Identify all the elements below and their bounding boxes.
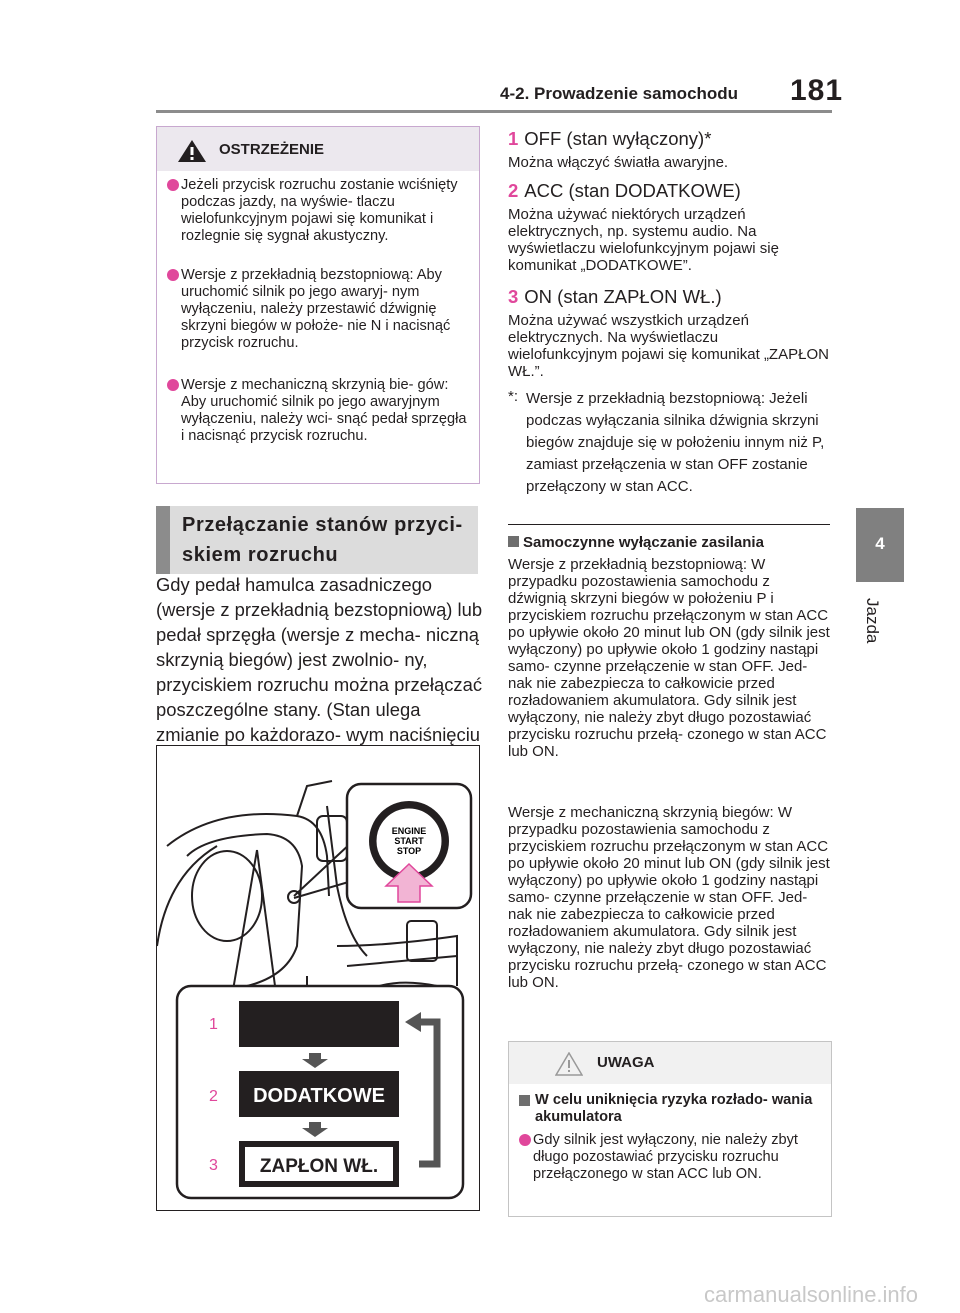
heading-line: skiem rozruchu (182, 544, 339, 566)
chapter-number: 4 (875, 534, 885, 553)
page-number: 181 (790, 74, 844, 107)
note-box (508, 1041, 832, 1217)
footnote: *: Wersje z przekładnią bezstopniową: Jeżeli podczas wyłączania silnika dźwignia skrzyni biegów znajduje się w położeniu innym niż P, zamiast przełączenia w stan OFF zostanie przełączony w stan ACC. (508, 388, 825, 495)
state-number: 1 (209, 1016, 218, 1033)
state-number: 3 (209, 1157, 218, 1174)
warning-box (156, 126, 480, 484)
section-heading (156, 506, 478, 574)
note-item: Gdy silnik jest wyłączony, nie należy zbyt długo pozostawiać przycisku rozruchu przełączonego w stan ACC lub ON. (519, 1132, 825, 1183)
bullet-icon (167, 379, 179, 391)
mode-desc: Można włączyć światła awaryjne. (508, 154, 729, 171)
button-text: ENGINE (391, 826, 427, 836)
note-subtitle: W celu uniknięcia ryzyka rozłado- wania akumulatora (519, 1092, 825, 1126)
bullet-icon (167, 269, 179, 281)
bullet-icon (167, 179, 179, 191)
warning-icon (177, 139, 207, 163)
state-display-off (239, 1001, 399, 1047)
mode-heading: 3 ON (stan ZAPŁON WŁ.) (508, 286, 722, 307)
button-text: START (394, 836, 424, 846)
subsection-title: Samoczynne wyłączanie zasilania (508, 534, 764, 551)
chapter-label: Jazda (863, 598, 882, 644)
mode-heading: 1 OFF (stan wyłączony)* (508, 128, 712, 149)
divider (508, 524, 830, 525)
state-number: 2 (209, 1088, 218, 1105)
bullet-icon (519, 1134, 531, 1146)
warning-title: OSTRZEŻENIE (219, 141, 325, 158)
warning-header (157, 127, 479, 171)
note-header (509, 1042, 831, 1084)
chapter-tab[interactable] (856, 508, 904, 582)
button-text: STOP (396, 846, 422, 856)
mode-desc: Można używać niektórych urządzeń elektrycznych, np. systemu audio. Na wyświetlaczu wielofunkcyjnym pojawi się komunikat „DODATKOWE”. (508, 206, 779, 274)
watermark: carmanualsonline.info (704, 1282, 919, 1307)
state-label: ZAPŁON WŁ. (259, 1156, 379, 1177)
mode-desc: Można używać wszystkich urządzeń elektrycznych. Na wyświetlaczu wielofunkcyjnym pojawi się komunikat „ZAPŁON WŁ.”. (508, 312, 829, 380)
intro-paragraph: Gdy pedał hamulca zasadniczego (wersje z przekładnią bezstopniową) lub pedał sprzęgła (wersje z mecha- niczną skrzynią biegów) jest zwolnio- ny, przyciskiem rozruchu można przełączać poszczególne stany. (Stan ulega zmianie po każdorazo- wym naciśnięciu (156, 574, 483, 745)
heading-line: Przełączanie stanów przyci- (182, 514, 463, 536)
auto-off-paragraph: Wersje z mechaniczną skrzynią biegów: W przypadku pozostawienia samochodu z przyciskiem rozruchu przełączonym w stan ACC po upływie około 20 minut lub ON (gdy silnik jest wyłączony) po upływie około 1 godziny nastąpi samo- czynne przełączenie w stan OFF. Jed- nak nie zabezpiecza to całkowicie przed rozładowaniem akumulatora. Gdy silnik jest wyłączony, nie należy zbyt długo pozostawiać przycisku rozruchu przełą- czonego w stan ACC lub ON. (508, 804, 830, 991)
square-bullet-icon (508, 536, 519, 547)
dashboard-figure (156, 745, 480, 1211)
dashboard-illustration (157, 746, 479, 1210)
caution-icon (555, 1052, 583, 1076)
header-rule (156, 110, 832, 113)
warning-item: Wersje z mechaniczną skrzynią bie- gów: Aby uruchomić silnik po jego awaryjnym wyłączeniu, należy wci- snąć pedał sprzęgła i nacisnąć przycisk rozruchu. (167, 377, 473, 445)
warning-item: Wersje z przekładnią bezstopniową: Aby uruchomić silnik po jego awaryj- nym wyłączeniu, należy przestawić dźwignię skrzyni biegów w położe- nie N i nacisnąć przycisk rozruchu. (167, 267, 473, 352)
state-label: DODATKOWE (253, 1085, 385, 1107)
mode-heading: 2 ACC (stan DODATKOWE) (508, 180, 741, 201)
note-title: UWAGA (597, 1054, 655, 1071)
warning-item: Jeżeli przycisk rozruchu zostanie wciśnięty podczas jazdy, na wyświe- tlaczu wielofunkcyjnym pojawi się komunikat i rozlegnie się sygnał akustyczny. (167, 177, 473, 245)
square-bullet-icon (519, 1095, 530, 1106)
section-title: 4-2. Prowadzenie samochodu (500, 84, 739, 103)
auto-off-paragraph: Wersje z przekładnią bezstopniową: W przypadku pozostawienia samochodu z dźwignią skrzyni biegów w położeniu P i przyciskiem rozruchu przełączonym w stan ACC po upływie około 20 minut lub ON (gdy silnik jest wyłączony) po upływie około 1 godziny nastąpi samo- czynne przełączenie w stan OFF. Jed- nak nie zabezpiecza to całkowicie przed rozładowaniem akumulatora. Gdy silnik jest wyłączony, nie należy zbyt długo pozostawiać przycisku rozruchu przełą- czonego w stan ACC lub ON. (508, 556, 830, 760)
